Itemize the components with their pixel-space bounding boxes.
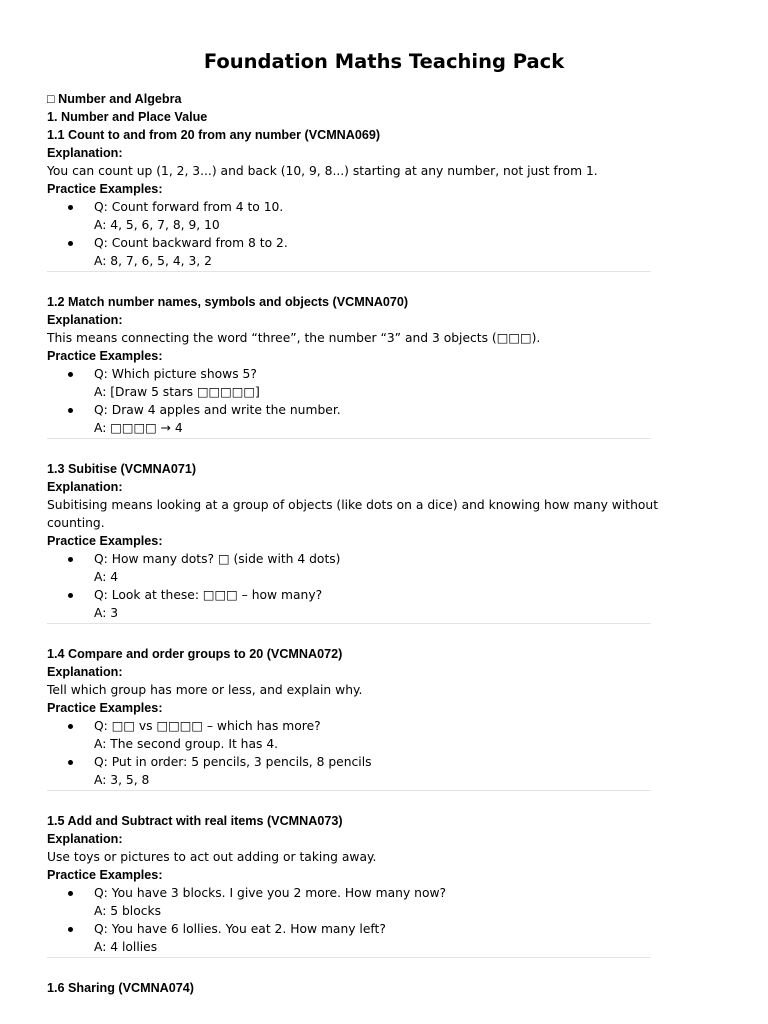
section-heading: 1.3 Subitise (VCMNA071) [47, 462, 197, 476]
document-title: Foundation Maths Teaching Pack [203, 50, 565, 73]
practice-label: Practice Examples: [47, 701, 163, 715]
examples-list [47, 198, 667, 270]
section-heading: 1.5 Add and Subtract with real items (VCMNA073) [47, 814, 343, 828]
strand-heading: □ Number and Algebra [47, 92, 182, 106]
list-item [47, 550, 667, 586]
bullet-icon [68, 760, 73, 765]
section-1-4 [47, 645, 667, 791]
list-item [47, 884, 667, 920]
explanation-label: Explanation: [47, 665, 123, 679]
question: Q: Put in order: 5 pencils, 3 pencils, 8 pencils [94, 755, 372, 769]
bullet-icon [68, 593, 73, 598]
bullet-icon [68, 724, 73, 729]
list-item [47, 234, 667, 270]
explanation-text: You can count up (1, 2, 3...) and back (10, 9, 8...) starting at any number, not just from 1. [47, 164, 598, 178]
question: Q: Look at these: □□□ – how many? [94, 588, 323, 602]
section-1-3 [47, 460, 667, 624]
section-heading: 1.4 Compare and order groups to 20 (VCMNA072) [47, 647, 343, 661]
examples-list [47, 550, 667, 622]
section-1-2 [47, 293, 667, 439]
answer: A: 4 [94, 570, 119, 584]
question: Q: Draw 4 apples and write the number. [94, 403, 341, 417]
explanation-label: Explanation: [47, 832, 123, 846]
bullet-icon [68, 557, 73, 562]
list-item [47, 401, 667, 437]
bullet-icon [68, 927, 73, 932]
bullet-icon [68, 205, 73, 210]
question: Q: How many dots? □ (side with 4 dots) [94, 552, 341, 566]
question: Q: Count backward from 8 to 2. [94, 236, 288, 250]
examples-list [47, 884, 667, 956]
question: Q: Count forward from 4 to 10. [94, 200, 284, 214]
question: Q: Which picture shows 5? [94, 367, 257, 381]
examples-list [47, 365, 667, 437]
explanation-label: Explanation: [47, 313, 123, 327]
practice-label: Practice Examples: [47, 182, 163, 196]
explanation-text: This means connecting the word “three”, the number “3” and 3 objects (□□□). [47, 331, 541, 345]
list-item [47, 920, 667, 956]
bullet-icon [68, 241, 73, 246]
section-heading: 1.1 Count to and from 20 from any number (VCMNA069) [47, 128, 381, 142]
answer: A: 4, 5, 6, 7, 8, 9, 10 [94, 218, 220, 232]
subheading: 1. Number and Place Value [47, 110, 208, 124]
explanation-text: Use toys or pictures to act out adding or taking away. [47, 850, 377, 864]
practice-label: Practice Examples: [47, 534, 163, 548]
answer: A: □□□□ → 4 [94, 421, 183, 435]
answer: A: 3, 5, 8 [94, 773, 150, 787]
answer: A: 3 [94, 606, 119, 620]
section-1-6 [47, 979, 667, 997]
list-item [47, 753, 667, 789]
bullet-icon [68, 891, 73, 896]
section-heading: 1.2 Match number names, symbols and objects (VCMNA070) [47, 295, 409, 309]
answer: A: The second group. It has 4. [94, 737, 279, 751]
section-1-1 [47, 126, 667, 272]
explanation-label: Explanation: [47, 146, 123, 160]
list-item [47, 365, 667, 401]
document-body [47, 90, 667, 997]
examples-list [47, 717, 667, 789]
list-item [47, 717, 667, 753]
practice-label: Practice Examples: [47, 868, 163, 882]
list-item [47, 586, 667, 622]
section-heading: 1.6 Sharing (VCMNA074) [47, 981, 194, 995]
bullet-icon [68, 372, 73, 377]
section-1-5 [47, 812, 667, 958]
explanation-text: Tell which group has more or less, and explain why. [47, 683, 363, 697]
answer: A: 8, 7, 6, 5, 4, 3, 2 [94, 254, 212, 268]
answer: A: [Draw 5 stars □□□□□] [94, 385, 260, 399]
bullet-icon [68, 408, 73, 413]
list-item [47, 198, 667, 234]
answer: A: 5 blocks [94, 904, 162, 918]
explanation-text: Subitising means looking at a group of objects (like dots on a dice) and knowing how many without counting. [47, 498, 659, 530]
question: Q: You have 6 lollies. You eat 2. How many left? [94, 922, 386, 936]
answer: A: 4 lollies [94, 940, 158, 954]
question: Q: □□ vs □□□□ – which has more? [94, 719, 321, 733]
question: Q: You have 3 blocks. I give you 2 more. How many now? [94, 886, 447, 900]
explanation-label: Explanation: [47, 480, 123, 494]
practice-label: Practice Examples: [47, 349, 163, 363]
